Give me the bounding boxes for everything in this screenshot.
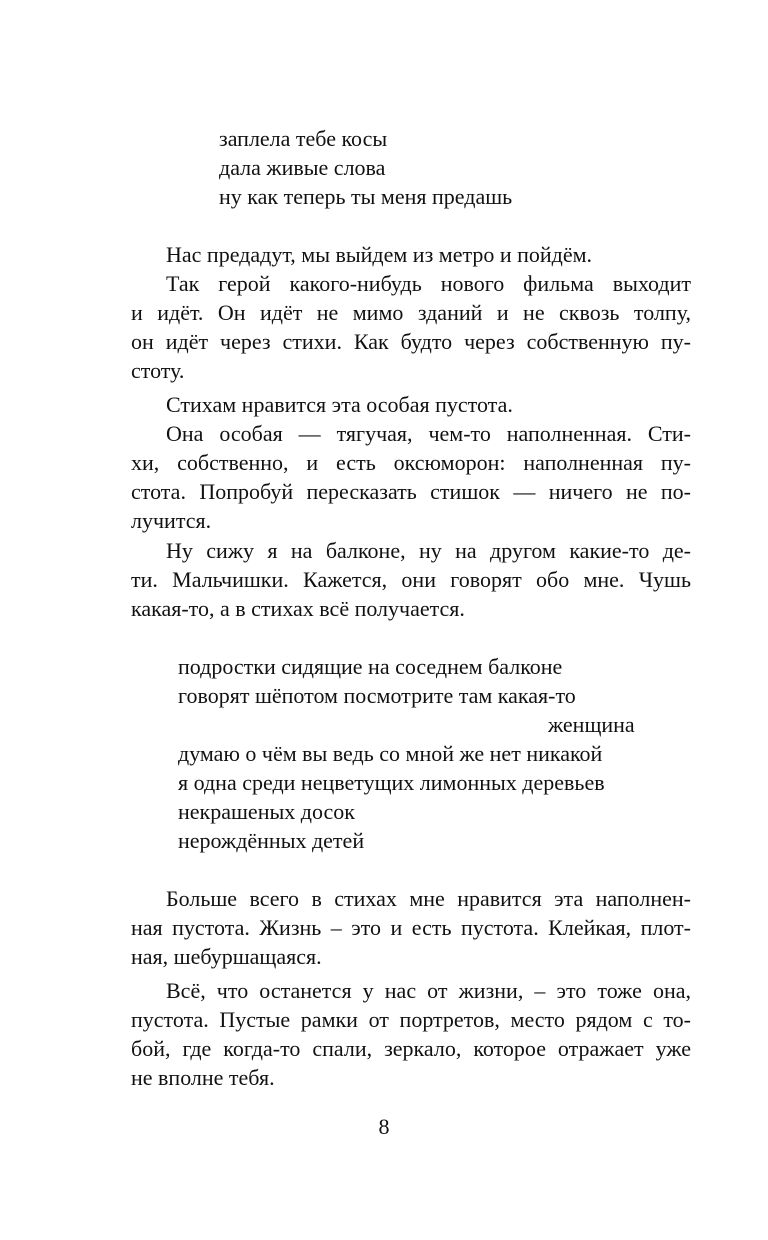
prose-line: лучится. (131, 508, 212, 533)
prose-line: стоту. (131, 358, 185, 383)
prose-line: ная, шебуршащаяся. (131, 944, 322, 969)
poem-top-line: заплела тебе косы (219, 126, 388, 151)
prose-line: Стихам нравится эта особая пустота. (166, 392, 513, 417)
prose-line: ная пустота. Жизнь – это и есть пустота. Клейкая, плот- (131, 915, 691, 940)
poem-mid-line: нерождённых детей (178, 828, 365, 853)
poem-top-line: ну как теперь ты меня предашь (219, 184, 513, 209)
poem-top-line: дала живые слова (219, 155, 386, 180)
poem-mid-line: женщина (548, 712, 635, 737)
prose-line: Ну сижу я на балконе, ну на другом какие-то де- (166, 538, 691, 563)
prose-line: бой, где когда-то спали, зеркало, которое отражает уже (131, 1036, 691, 1061)
prose-line: Всё, что останется у нас от жизни, – это тоже она, (166, 978, 691, 1003)
prose-line: Нас предадут, мы выйдем из метро и пойдём. (166, 242, 593, 267)
prose-line: не вполне тебя. (131, 1065, 275, 1090)
page-number: 8 (378, 1114, 390, 1139)
prose-line: Так герой какого-нибудь нового фильма выходит (166, 271, 691, 296)
prose-line: Больше всего в стихах мне нравится эта наполнен- (166, 886, 691, 911)
poem-mid-line: говорят шёпотом посмотрите там какая-то (178, 683, 576, 708)
prose-line: он идёт через стихи. Как будто через собственную пу- (131, 329, 691, 354)
prose-line: какая-то, а в стихах всё получается. (131, 596, 465, 621)
prose-line: Она особая — тягучая, чем-то наполненная. Сти- (166, 421, 691, 446)
poem-mid-line: подростки сидящие на соседнем балконе (178, 654, 563, 679)
prose-line: стота. Попробуй пересказать стишок — ничего не по- (131, 479, 691, 504)
prose-line: ти. Мальчишки. Кажется, они говорят обо мне. Чушь (131, 567, 691, 592)
poem-mid-line: я одна среди нецветущих лимонных деревьев (178, 770, 605, 795)
prose-line: и идёт. Он идёт не мимо зданий и не сквозь толпу, (131, 300, 691, 325)
prose-line: пустота. Пустые рамки от портретов, место рядом с то- (131, 1007, 691, 1032)
poem-mid-line: некрашеных досок (178, 799, 355, 824)
prose-line: хи, собственно, и есть оксюморон: наполненная пу- (131, 450, 691, 475)
poem-mid-line: думаю о чём вы ведь со мной же нет никакой (178, 741, 603, 766)
